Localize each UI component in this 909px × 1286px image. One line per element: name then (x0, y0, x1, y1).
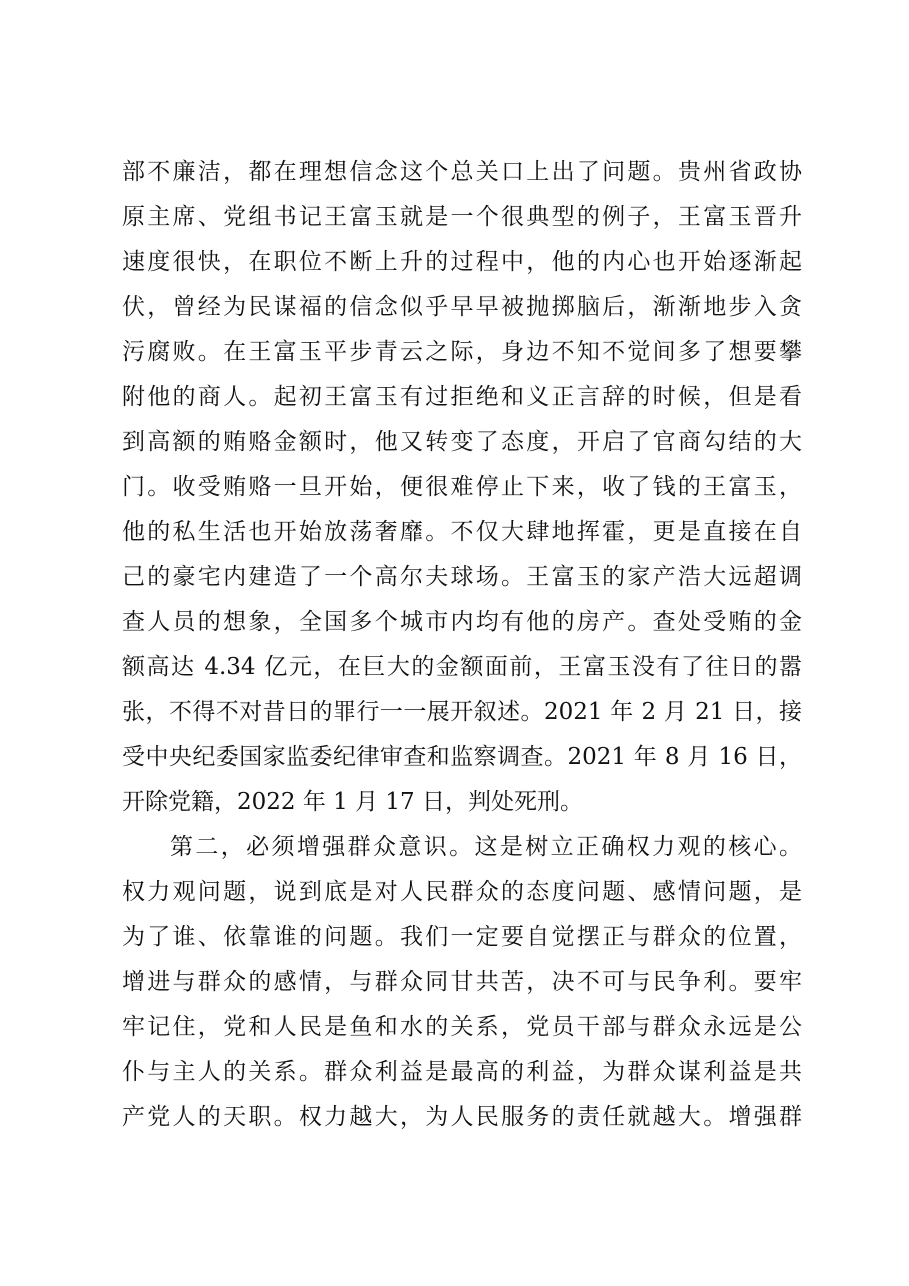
text-line: 门。收受贿赂一旦开始，便很难停止下来，收了钱的王富玉， (122, 474, 802, 500)
text-line: 受中央纪委国家监委纪律审查和监察调查。2021 年 8 月 16 日， (122, 744, 802, 770)
text-line: 权力观问题，说到底是对人民群众的态度问题、感情问题，是 (122, 879, 802, 905)
text-line: 开除党籍，2022 年 1 月 17 日，判处死刑。 (122, 789, 583, 815)
text-line: 第二，必须增强群众意识。这是树立正确权力观的核心。 (170, 834, 802, 860)
text-line: 产党人的天职。权力越大，为人民服务的责任就越大。增强群 (122, 1104, 802, 1130)
text-line: 查人员的想象，全国多个城市内均有他的房产。查处受贿的金 (122, 609, 802, 635)
text-line: 增进与群众的感情，与群众同甘共苦，决不可与民争利。要牢 (122, 969, 802, 995)
text-line: 附他的商人。起初王富玉有过拒绝和义正言辞的时候，但是看 (122, 384, 802, 410)
text-line: 部不廉洁，都在理想信念这个总关口上出了问题。贵州省政协 (122, 159, 802, 185)
text-line: 牢记住，党和人民是鱼和水的关系，党员干部与群众永远是公 (122, 1014, 802, 1040)
body-text (122, 150, 802, 1140)
text-line: 速度很快，在职位不断上升的过程中，他的内心也开始逐渐起 (122, 249, 802, 275)
paragraph-2 (122, 825, 802, 1140)
text-line: 到高额的贿赂金额时，他又转变了态度，开启了官商勾结的大 (122, 429, 802, 455)
text-line: 己的豪宅内建造了一个高尔夫球场。王富玉的家产浩大远超调 (122, 564, 802, 590)
text-line: 污腐败。在王富玉平步青云之际，身边不知不觉间多了想要攀 (122, 339, 802, 365)
text-line: 为了谁、依靠谁的问题。我们一定要自觉摆正与群众的位置， (122, 924, 802, 950)
text-line: 原主席、党组书记王富玉就是一个很典型的例子，王富玉晋升 (122, 204, 802, 230)
text-line: 伏，曾经为民谋福的信念似乎早早被抛掷脑后，渐渐地步入贪 (122, 294, 802, 320)
text-line: 仆与主人的关系。群众利益是最高的利益，为群众谋利益是共 (122, 1059, 802, 1085)
text-line: 额高达 4.34 亿元，在巨大的金额面前，王富玉没有了往日的嚣 (122, 654, 802, 680)
text-line: 他的私生活也开始放荡奢靡。不仅大肆地挥霍，更是直接在自 (122, 519, 802, 545)
text-line: 张，不得不对昔日的罪行一一展开叙述。2021 年 2 月 21 日，接 (122, 699, 802, 725)
paragraph-1 (122, 150, 802, 825)
